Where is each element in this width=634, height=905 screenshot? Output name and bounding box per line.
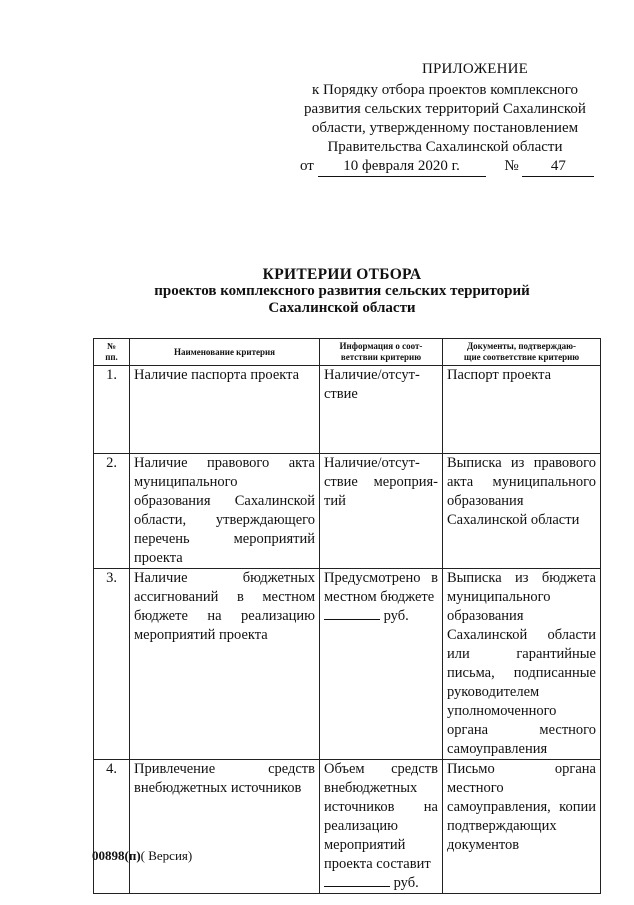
criterion-docs: Паспорт проекта (443, 366, 601, 454)
date-number-line (300, 157, 590, 177)
criterion-name: Наличие бюджетных ассигнований в местном бюджете на реализацию мероприятий проекта (130, 569, 320, 760)
amount-unit: руб. (393, 875, 419, 891)
resolution-date: 10 февраля 2020 г. (318, 157, 486, 177)
row-number: 1. (94, 366, 130, 454)
appendix-line: Правительства Сахалинской области (327, 139, 563, 155)
table-header-row (94, 339, 601, 366)
header-docs-line: щие соответствие критерию (463, 352, 580, 362)
from-label: от (300, 158, 314, 174)
header-docs-line: Документы, подтверждаю- (466, 341, 577, 351)
table-row (94, 760, 601, 894)
header-docs (443, 339, 601, 366)
header-num (94, 339, 130, 366)
header-num-line: пп. (105, 352, 118, 362)
criterion-info: Наличие/отсут-ствие (320, 366, 443, 454)
appendix-line: к Порядку отбора проектов комплексного (311, 82, 579, 98)
criterion-docs: Письмо органа местного самоуправления, копии подтверждающих документов (443, 760, 601, 894)
criterion-name: Привлечение средств внебюджетных источников (130, 760, 320, 894)
criterion-info-text: Предусмотрено в местном бюджете (324, 570, 438, 605)
criterion-name: Наличие правового акта муниципального образования Сахалинской области, утверждающего перечень мероприятий проекта (130, 454, 320, 569)
header-name: Наименование критерия (130, 339, 320, 366)
amount-blank[interactable] (324, 874, 390, 887)
criterion-info (320, 760, 443, 894)
header-num-line: № (106, 341, 117, 351)
criterion-info: Наличие/отсут-ствие мероприя-тий (320, 454, 443, 569)
appendix-block (300, 60, 590, 177)
appendix-line: области, утвержденному постановлением (311, 120, 579, 136)
row-number: 2. (94, 454, 130, 569)
number-label: № (504, 158, 519, 174)
criterion-docs: Выписка из правового акта муниципального образования Сахалинской области (443, 454, 601, 569)
title-line-1: КРИТЕРИИ ОТБОРА (262, 266, 422, 283)
row-number: 3. (94, 569, 130, 760)
appendix-heading: ПРИЛОЖЕНИЕ (421, 61, 529, 77)
table-row (94, 366, 601, 454)
criterion-info (320, 569, 443, 760)
header-info-line: Информация о соот- (339, 341, 423, 351)
title-line-3: Сахалинской области (268, 300, 416, 316)
title-line-2: проектов комплексного развития сельских территорий (154, 283, 530, 299)
resolution-number: 47 (522, 157, 594, 177)
document-version: ( Версия) (140, 848, 193, 863)
criterion-docs: Выписка из бюджета муниципального образования Сахалинской области или гарантийные письма, подписанные руководителем уполномоченного органа местного самоуправления (443, 569, 601, 760)
document-footer (92, 848, 192, 864)
amount-unit: руб. (383, 608, 409, 624)
appendix-line: развития сельских территорий Сахалинской (304, 101, 586, 117)
criterion-name: Наличие паспорта проекта (130, 366, 320, 454)
table-row (94, 569, 601, 760)
table-row (94, 454, 601, 569)
header-info-line: ветствии критерию (340, 352, 422, 362)
document-title (92, 266, 592, 317)
amount-blank[interactable] (324, 607, 380, 620)
row-number: 4. (94, 760, 130, 894)
criteria-table (93, 338, 601, 894)
criterion-info-text: Объем средств внебюджетных источников на реализацию мероприятий проекта составит (324, 761, 438, 872)
document-code: 00898(п) (92, 848, 141, 863)
header-info (320, 339, 443, 366)
